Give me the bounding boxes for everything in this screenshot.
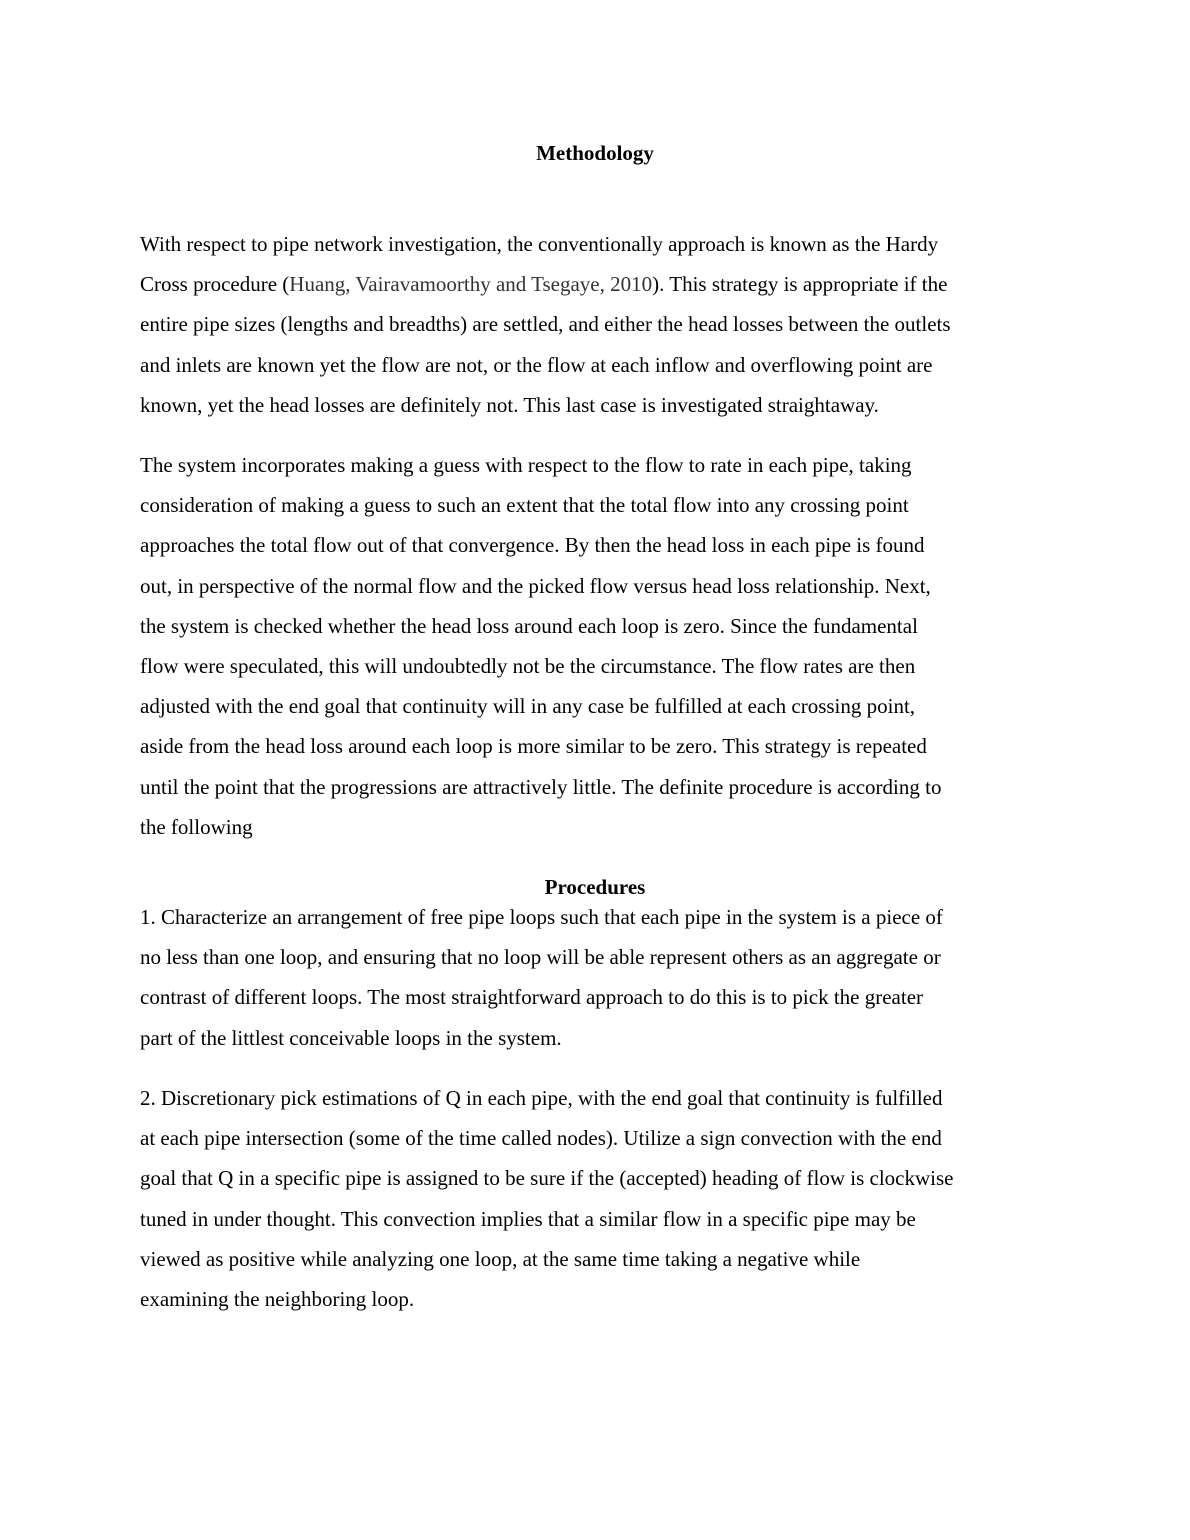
text-line: out, in perspective of the normal flow and the picked flow versus head loss relationship. Next, <box>140 573 931 598</box>
text-line: examining the neighboring loop. <box>140 1287 415 1312</box>
text-line: at each pipe intersection (some of the time called nodes). Utilize a sign convection with the end <box>140 1126 942 1151</box>
citation: Huang, Vairavamoorthy and Tsegaye, 2010 <box>289 272 653 297</box>
procedure-step-2 <box>140 1078 1052 1319</box>
text-line: viewed as positive while analyzing one loop, at the same time taking a negative while <box>140 1246 861 1271</box>
text-line: aside from the head loss around each loop is more similar to be zero. This strategy is repeated <box>140 734 927 759</box>
text-line: and inlets are known yet the flow are not, or the flow at each inflow and overflowing point are <box>140 352 933 377</box>
text-line: approaches the total flow out of that convergence. By then the head loss in each pipe is found <box>140 533 925 558</box>
text-fragment: ). This strategy is appropriate if the <box>652 272 948 297</box>
text-line: entire pipe sizes (lengths and breadths) are settled, and either the head losses between the outlets <box>140 312 951 337</box>
text-line: until the point that the progressions are attractively little. The definite procedure is according to <box>140 774 942 799</box>
text-line: The system incorporates making a guess with respect to the flow to rate in each pipe, taking <box>140 453 912 477</box>
text-line: contrast of different loops. The most straightforward approach to do this is to pick the greater <box>140 985 924 1010</box>
text-line: tuned in under thought. This convection implies that a similar flow in a specific pipe may be <box>140 1206 916 1231</box>
heading-methodology: Methodology <box>536 141 654 165</box>
text-line: 1. Characterize an arrangement of free pipe loops such that each pipe in the system is a piece of <box>140 905 943 929</box>
text-line: adjusted with the end goal that continuity will in any case be fulfilled at each crossing point, <box>140 694 916 719</box>
paragraph-system-description <box>140 445 1052 847</box>
text-line: no less than one loop, and ensuring that no loop will be able represent others as an aggregate or <box>140 945 941 970</box>
text-line: the following <box>140 814 253 839</box>
text-line: With respect to pipe network investigation, the conventionally approach is known as the Hardy <box>140 232 939 256</box>
text-line: the system is checked whether the head loss around each loop is zero. Since the fundamental <box>140 613 918 638</box>
procedure-step-1 <box>140 897 1052 1058</box>
text-line: 2. Discretionary pick estimations of Q in each pipe, with the end goal that continuity is fulfilled <box>140 1086 943 1110</box>
text-fragment: Cross procedure ( <box>140 272 290 297</box>
text-line: goal that Q in a specific pipe is assigned to be sure if the (accepted) heading of flow is clockwise <box>140 1166 954 1191</box>
heading-procedures: Procedures <box>544 875 646 899</box>
text-line: part of the littlest conceivable loops in the system. <box>140 1025 562 1050</box>
text-line: flow were speculated, this will undoubtedly not be the circumstance. The flow rates are then <box>140 654 916 679</box>
paragraph-hardy-cross-intro <box>140 224 1052 425</box>
text-line: consideration of making a guess to such an extent that the total flow into any crossing point <box>140 493 909 518</box>
text-line: known, yet the head losses are definitely not. This last case is investigated straightaway. <box>140 392 879 417</box>
text-line <box>140 264 1052 304</box>
